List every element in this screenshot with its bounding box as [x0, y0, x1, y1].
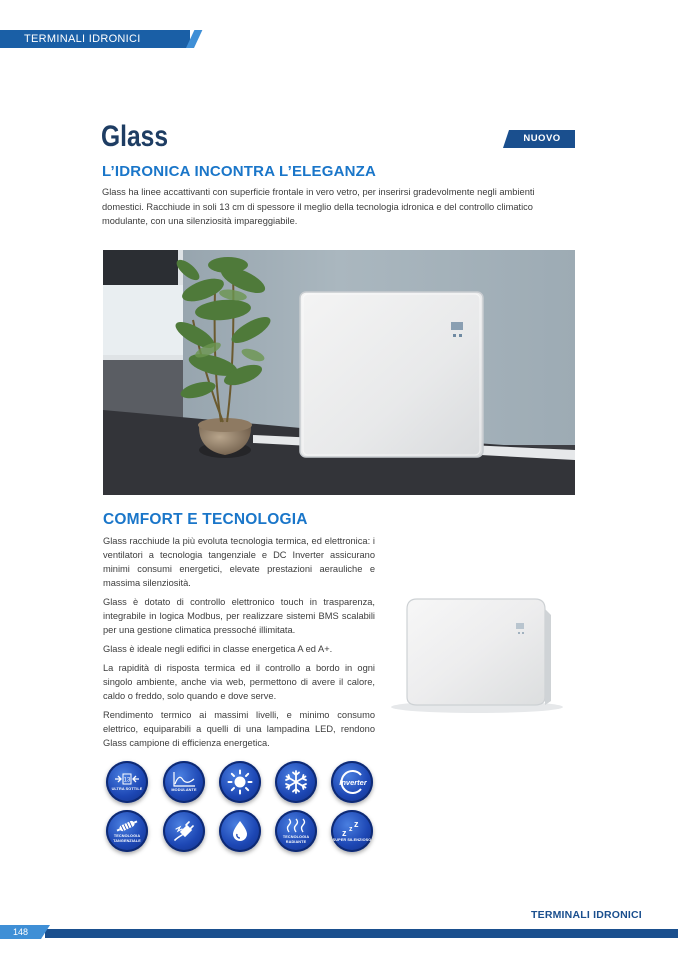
- svg-text:z: z: [349, 826, 353, 834]
- icon-caption: MODULANTE: [171, 788, 197, 793]
- sun-icon: [219, 761, 261, 803]
- footer-bar: [45, 929, 678, 938]
- product-photo: [385, 585, 575, 715]
- ultra-sottile-icon: [106, 761, 148, 803]
- comfort-paragraph: Rendimento termico ai massimi livelli, e minimo consumo elettrico, equiparabili a quelli di una lampadina LED, rendono Glass campione di efficienza energetica.: [103, 710, 375, 748]
- icon-caption: ULTRA SOTTILE: [111, 787, 143, 792]
- super-silenzioso-icon: [331, 810, 373, 852]
- header-section-label: TERMINALI IDRONICI: [24, 33, 141, 45]
- snowflake-icon: [275, 761, 317, 803]
- intro-paragraph: Glass ha linee accattivanti con superficie frontale in vero vetro, per inserirsi gradevolmente negli ambienti domestici. Racchiude in soli 13 cm di spessore il meglio della tecnologia idronica e del controllo climatico modulante, con una silenziosità impareggiabile.: [102, 187, 535, 226]
- comfort-body: [103, 534, 375, 755]
- new-badge: NUOVO: [509, 130, 575, 148]
- svg-text:z: z: [354, 819, 359, 830]
- water-drop-icon: [219, 810, 261, 852]
- icon-caption: TECNOLOGIA TANGENZIALE: [113, 834, 141, 843]
- product-title: Glass: [101, 120, 169, 153]
- comfort-paragraph: Glass è ideale negli edifici in classe energetica A ed A+.: [103, 644, 333, 654]
- inverter-label: Inverter: [339, 778, 367, 787]
- thickness-value: 13: [123, 777, 131, 784]
- comfort-title: COMFORT E TECNOLOGIA: [103, 511, 308, 528]
- svg-text:z: z: [342, 828, 347, 838]
- tecnologia-tangenziale-icon: [106, 810, 148, 852]
- tecnologia-radiante-icon: [275, 810, 317, 852]
- icon-caption: TECNOLOGIA RADIANTE: [282, 835, 310, 844]
- inverter-icon: [331, 761, 373, 803]
- product-subtitle: L’IDRONICA INCONTRA L’ELEGANZA: [102, 163, 377, 180]
- comfort-paragraph: Glass racchiude la più evoluta tecnologia termica, ed elettronica: i ventilatori a tecnologia tangenziale e DC Inverter assicurano minimi consumi energetici, elevate prestazioni aerauliche e massima silenziosità.: [103, 536, 375, 588]
- plug-icon: [163, 810, 205, 852]
- product-room-photo: [103, 250, 575, 495]
- comfort-paragraph: Glass è dotato di controllo elettronico touch in trasparenza, integrabile in logica Modbus, per realizzare sistemi BMS scalabili per una gestione climatica pressoché illimitata.: [103, 597, 375, 635]
- comfort-paragraph: La rapidità di risposta termica ed il controllo a bordo in ogni singolo ambiente, anche via web, permettono di avere il calore, caldo o freddo, solo quando e dove serve.: [103, 663, 375, 701]
- modulante-icon: [163, 761, 205, 803]
- footer-section-label: TERMINALI IDRONICI: [531, 909, 642, 921]
- icon-caption: SUPER SILENZIOSO: [332, 838, 372, 843]
- page-number: 148: [13, 927, 29, 937]
